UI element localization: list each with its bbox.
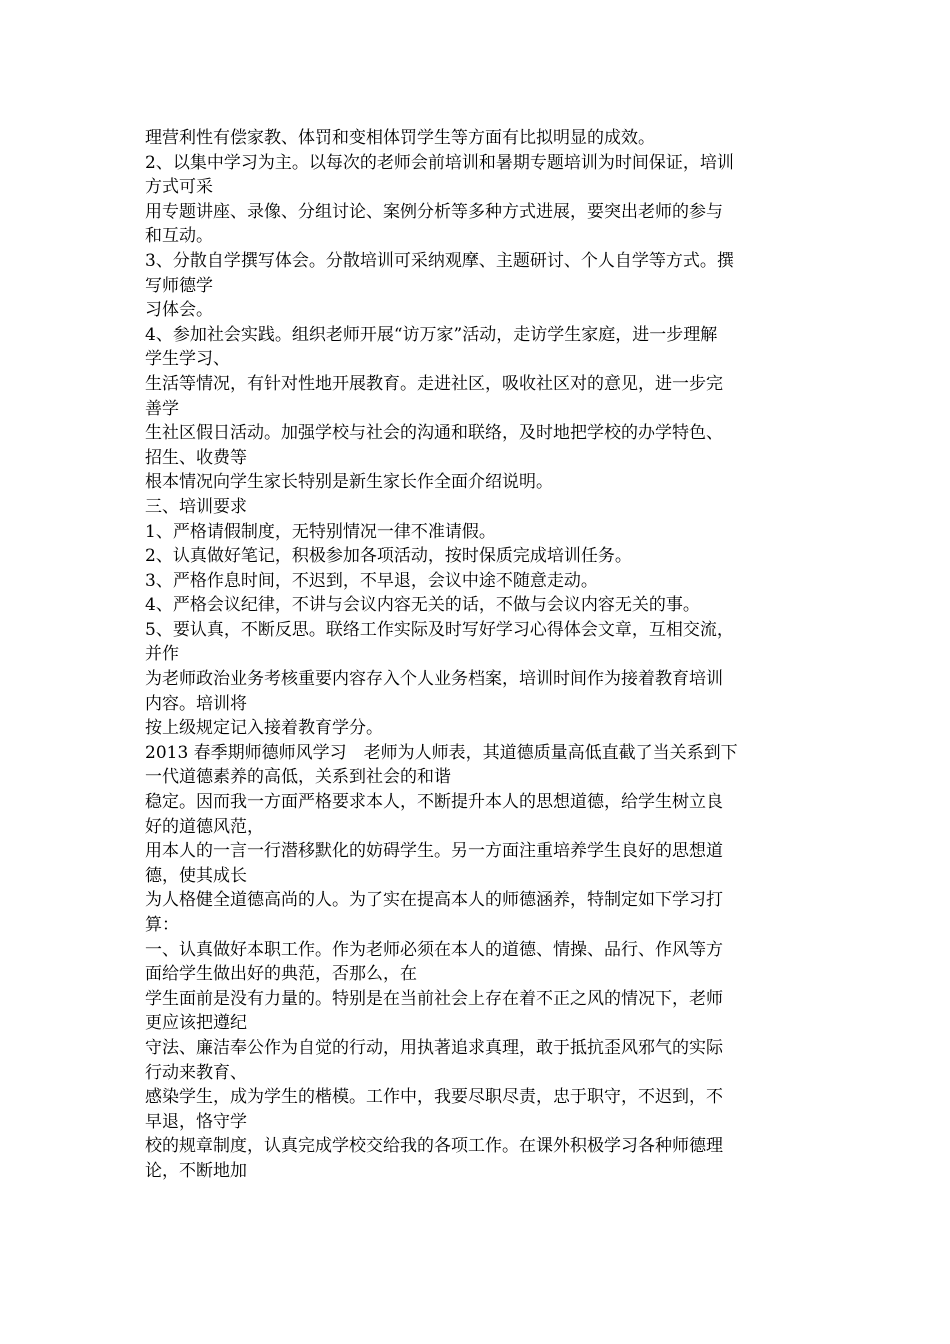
text-line: 守法、廉洁奉公作为自觉的行动，用执著追求真理，敢于抵抗歪风邪气的实际 [145, 1037, 723, 1058]
document-body [145, 126, 810, 1184]
text-line: 1、严格请假制度，无特别情况一律不准请假。 [145, 521, 496, 542]
text-line: 2013 春季期师德师风学习 老师为人师表，其道德质量高低直截了当关系到下 [145, 742, 738, 763]
text-line: 德，使其成长 [145, 865, 247, 886]
text-line: 按上级规定记入接着教育学分。 [145, 718, 383, 739]
text-line: 和互动。 [145, 226, 213, 247]
text-line: 3、严格作息时间，不迟到，不早退，会议中途不随意走动。 [145, 570, 598, 591]
text-line: 论，不断地加 [145, 1160, 247, 1181]
text-line: 用本人的一言一行潜移默化的妨碍学生。另一方面注重培养学生良好的思想道 [145, 841, 723, 862]
text-line: 招生、收费等 [145, 447, 247, 468]
text-line: 写师德学 [145, 275, 213, 296]
section-heading: 三、培训要求 [145, 496, 247, 517]
text-line: 为老师政治业务考核重要内容存入个人业务档案，培训时间作为接着教育培训 [145, 669, 723, 690]
text-line: 4、参加社会实践。组织老师开展“访万家”活动，走访学生家庭，进一步理解 [145, 324, 718, 345]
text-line: 行动来教育、 [145, 1062, 247, 1083]
text-line: 更应该把遵纪 [145, 1013, 247, 1034]
text-line: 面给学生做出好的典范，否那么，在 [145, 964, 417, 985]
text-line: 为人格健全道德高尚的人。为了实在提高本人的师德涵养，特制定如下学习打 [145, 890, 723, 911]
text-line: 生活等情况，有针对性地开展教育。走进社区，吸收社区对的意见，进一步完 [145, 373, 723, 394]
text-line: 用专题讲座、录像、分组讨论、案例分析等多种方式进展，要突出老师的参与 [145, 201, 723, 222]
text-line: 感染学生，成为学生的楷模。工作中，我要尽职尽责，忠于职守，不迟到，不 [145, 1087, 723, 1108]
text-line: 习体会。 [145, 300, 213, 321]
text-line: 学生学习、 [145, 349, 230, 370]
text-line: 好的道德风范， [145, 816, 264, 837]
text-line: 理营利性有偿家教、体罚和变相体罚学生等方面有比拟明显的成效。 [145, 128, 655, 148]
text-line: 校的规章制度，认真完成学校交给我的各项工作。在课外积极学习各种师德理 [145, 1136, 723, 1157]
text-line: 学生面前是没有力量的。特别是在当前社会上存在着不正之风的情况下，老师 [145, 988, 723, 1009]
text-line: 方式可采 [145, 177, 213, 198]
text-line: 2、认真做好笔记，积极参加各项活动，按时保质完成培训任务。 [145, 546, 632, 567]
text-line: 4、严格会议纪律，不讲与会议内容无关的话，不做与会议内容无关的事。 [145, 595, 700, 616]
text-line: 善学 [145, 398, 179, 419]
text-line: 内容。培训将 [145, 693, 247, 714]
text-line: 3、分散自学撰写体会。分散培训可采纳观摩、主题研讨、个人自学等方式。撰 [145, 250, 734, 271]
text-line: 5、要认真，不断反思。联络工作实际及时写好学习心得体会文章，互相交流， [145, 619, 734, 640]
text-line: 并作 [145, 644, 179, 665]
text-line: 根本情况向学生家长特别是新生家长作全面介绍说明。 [145, 472, 553, 493]
text-line: 一、认真做好本职工作。作为老师必须在本人的道德、情操、品行、作风等方 [145, 939, 723, 960]
text-line: 生社区假日活动。加强学校与社会的沟通和联络，及时地把学校的办学特色、 [145, 423, 723, 444]
text-line: 早退，恪守学 [145, 1111, 247, 1132]
text-line: 算： [145, 915, 179, 935]
text-line: 2、以集中学习为主。以每次的老师会前培训和暑期专题培训为时间保证，培训 [145, 152, 734, 173]
text-line: 一代道德素养的高低，关系到社会的和谐 [145, 767, 451, 788]
text-line: 稳定。因而我一方面严格要求本人，不断提升本人的思想道德，给学生树立良 [145, 792, 723, 813]
